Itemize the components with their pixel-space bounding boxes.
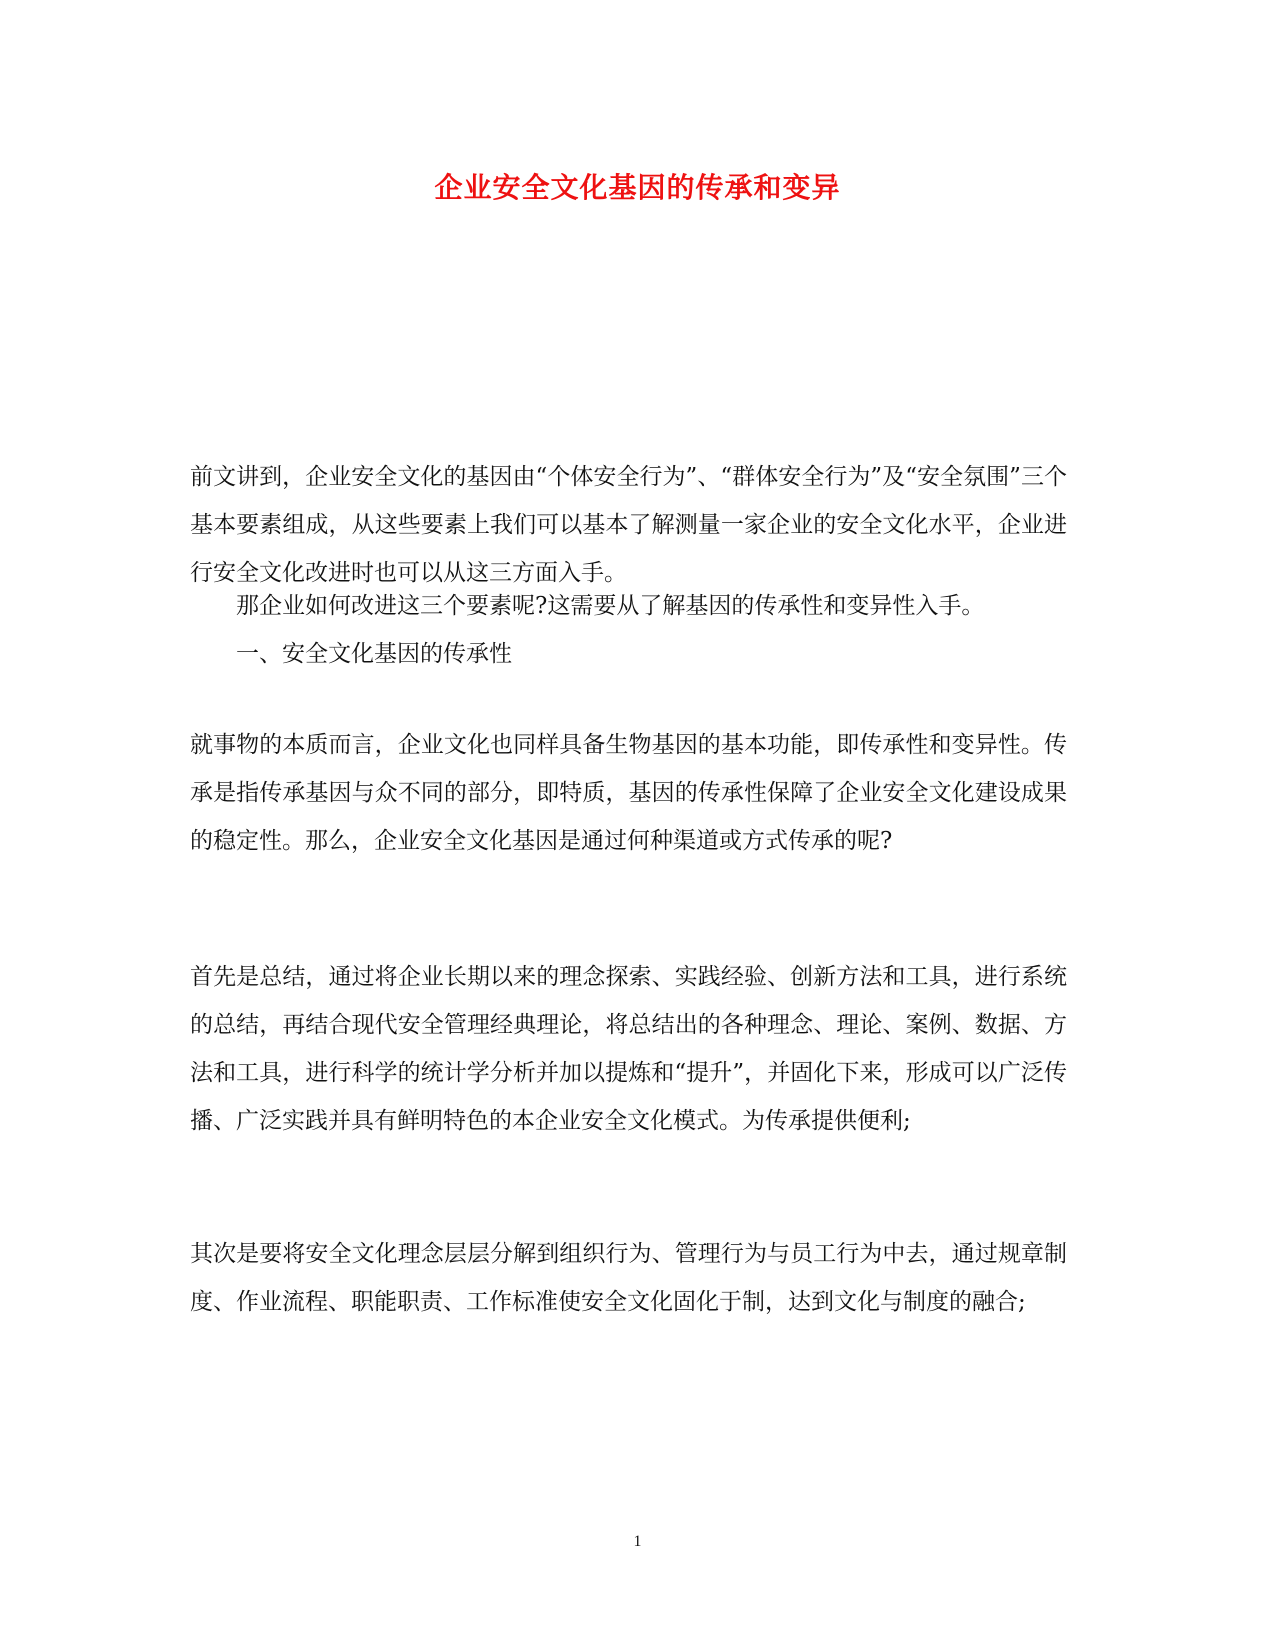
paragraph-nature-block (190, 721, 1067, 865)
paragraph-intro-block (190, 453, 1067, 597)
section-heading-inheritance: 一、安全文化基因的传承性 (236, 641, 512, 667)
paragraph-nature: 就事物的本质而言，企业文化也同样具备生物基因的基本功能，即传承性和变异性。传承是指传承基因与众不同的部分，即特质，基因的传承性保障了企业安全文化建设成果的稳定性。那么，企业安全文化基因是通过何种渠道或方式传承的呢? (190, 732, 1067, 854)
document-title: 企业安全文化基因的传承和变异 (434, 171, 841, 204)
paragraph-question: 那企业如何改进这三个要素呢?这需要从了解基因的传承性和变异性入手。 (236, 593, 985, 619)
paragraph-decompose: 其次是要将安全文化理念层层分解到组织行为、管理行为与员工行为中去，通过规章制度、作业流程、职能职责、工作标准使安全文化固化于制，达到文化与制度的融合; (190, 1241, 1067, 1315)
paragraph-intro: 前文讲到，企业安全文化的基因由“个体安全行为”、“群体安全行为”及“安全氛围”三个基本要素组成，从这些要素上我们可以基本了解测量一家企业的安全文化水平，企业进行安全文化改进时也可以从这三方面入手。 (190, 464, 1067, 586)
page-number: 1 (633, 1533, 642, 1550)
paragraph-question-block (190, 582, 1067, 678)
paragraph-decompose-block (190, 1230, 1067, 1326)
paragraph-summary: 首先是总结，通过将企业长期以来的理念探索、实践经验、创新方法和工具，进行系统的总结，再结合现代安全管理经典理论，将总结出的各种理念、理论、案例、数据、方法和工具，进行科学的统计学分析并加以提炼和“提升”，并固化下来，形成可以广泛传播、广泛实践并具有鲜明特色的本企业安全文化模式。为传承提供便利; (190, 964, 1067, 1134)
paragraph-summary-block (190, 953, 1067, 1145)
